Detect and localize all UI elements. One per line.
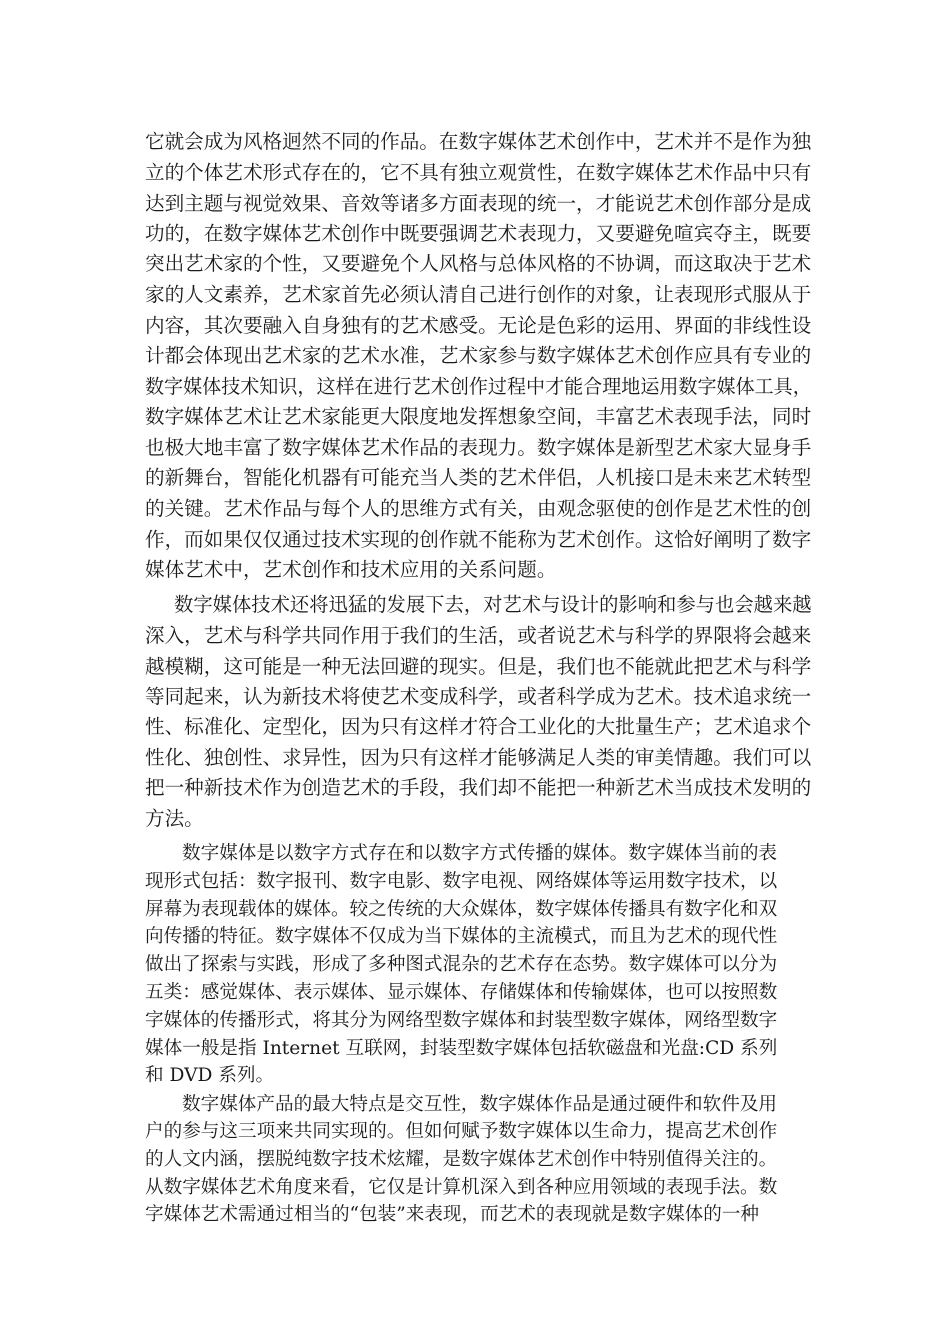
text-line: 向传播的特征。数字媒体不仅成为当下媒体的主流模式，而且为艺术的现代性 [145,926,778,947]
text-line: 作，而如果仅仅通过技术实现的创作就不能称为艺术创作。这恰好阐明了数字 [145,528,812,551]
text-line: 字媒体艺术需通过相当的“包装”来表现，而艺术的表现就是数字媒体的一种 [145,1204,760,1225]
text-line: 突出艺术家的个性，又要避免个人风格与总体风格的不协调，而这取决于艺术 [145,252,812,275]
text-line: 五类：感觉媒体、表示媒体、显示媒体、存储媒体和传输媒体，也可以按照数 [145,982,778,1003]
text-line: 数字媒体艺术让艺术家能更大限度地发挥想象空间，丰富艺术表现手法，同时 [145,405,812,428]
text-line: 家的人文素养，艺术家首先必须认清自己进行创作的对象，让表现形式服从于 [145,283,812,306]
text-line: 也极大地丰富了数字媒体艺术作品的表现力。数字媒体是新型艺术家大显身手 [145,436,812,459]
text-line: 性、标准化、定型化，因为只有这样才符合工业化的大批量生产；艺术追求个 [145,715,812,738]
text-line: 数字媒体技术知识，这样在进行艺术创作过程中才能合理地运用数字媒体工具， [145,375,812,398]
text-line: 的新舞台，智能化机器有可能充当人类的艺术伴侣，人机接口是未来艺术转型 [145,466,812,489]
text-line: 媒体一般是指 Internet 互联网，封装型数字媒体包括软磁盘和光盘:CD 系列 [145,1038,778,1059]
text-line: 户的参与这三项来共同实现的。但如何赋予数字媒体以生命力，提高艺术创作 [145,1121,778,1142]
text-line: 等同起来，认为新技术将使艺术变成科学，或者科学成为艺术。技术追求统一 [145,685,812,708]
text-line: 它就会成为风格迥然不同的作品。在数字媒体艺术创作中，艺术并不是作为独 [145,130,812,153]
text-line: 立的个体艺术形式存在的，它不具有独立观赏性，在数字媒体艺术作品中只有 [145,161,812,184]
text-line: 的关键。艺术作品与每个人的思维方式有关，由观念驱使的创作是艺术性的创 [145,497,812,520]
text-line: 做出了探索与实践，形成了多种图式混杂的艺术存在态势。数字媒体可以分为 [145,954,778,975]
text-line: 字媒体的传播形式，将其分为网络型数字媒体和封装型数字媒体，网络型数字 [145,1010,778,1031]
text-line: 数字媒体技术还将迅猛的发展下去，对艺术与设计的影响和参与也会越来越 [174,593,812,616]
text-line: 数字媒体是以数字方式存在和以数字方式传播的媒体。数字媒体当前的表 [182,843,778,864]
text-line: 方法。 [145,807,204,830]
text-line: 现形式包括：数字报刊、数字电影、数字电视、网络媒体等运用数字技术，以 [145,871,778,892]
text-line: 达到主题与视觉效果、音效等诸多方面表现的统一，才能说艺术创作部分是成 [145,192,812,215]
text-line: 和 DVD 系列。 [145,1065,275,1086]
text-line: 从数字媒体艺术角度来看，它仅是计算机深入到各种应用领域的表现手法。数 [145,1177,778,1198]
text-line: 功的，在数字媒体艺术创作中既要强调艺术表现力，又要避免喧宾夺主，既要 [145,222,812,245]
text-line: 把一种新技术作为创造艺术的手段，我们却不能把一种新艺术当成技术发明的 [145,776,812,799]
text-line: 屏幕为表现载体的媒体。较之传统的大众媒体，数字媒体传播具有数字化和双 [145,899,778,920]
text-line: 越模糊，这可能是一种无法回避的现实。但是，我们也不能就此把艺术与科学 [145,655,812,678]
text-line: 数字媒体产品的最大特点是交互性，数字媒体作品是通过硬件和软件及用 [182,1094,778,1115]
text-line: 计都会体现出艺术家的艺术水准，艺术家参与数字媒体艺术创作应具有专业的 [145,344,812,367]
text-line: 的人文内涵，摆脱纯数字技术炫耀，是数字媒体艺术创作中特别值得关注的。 [145,1149,778,1170]
text-line: 内容，其次要融入自身独有的艺术感受。无论是色彩的运用、界面的非线性设 [145,314,812,337]
text-line: 深入，艺术与科学共同作用于我们的生活，或者说艺术与科学的界限将会越来 [145,624,812,647]
text-line: 性化、独创性、求异性，因为只有这样才能够满足人类的审美情趣。我们可以 [145,746,812,769]
text-line: 媒体艺术中，艺术创作和技术应用的关系问题。 [145,558,557,581]
